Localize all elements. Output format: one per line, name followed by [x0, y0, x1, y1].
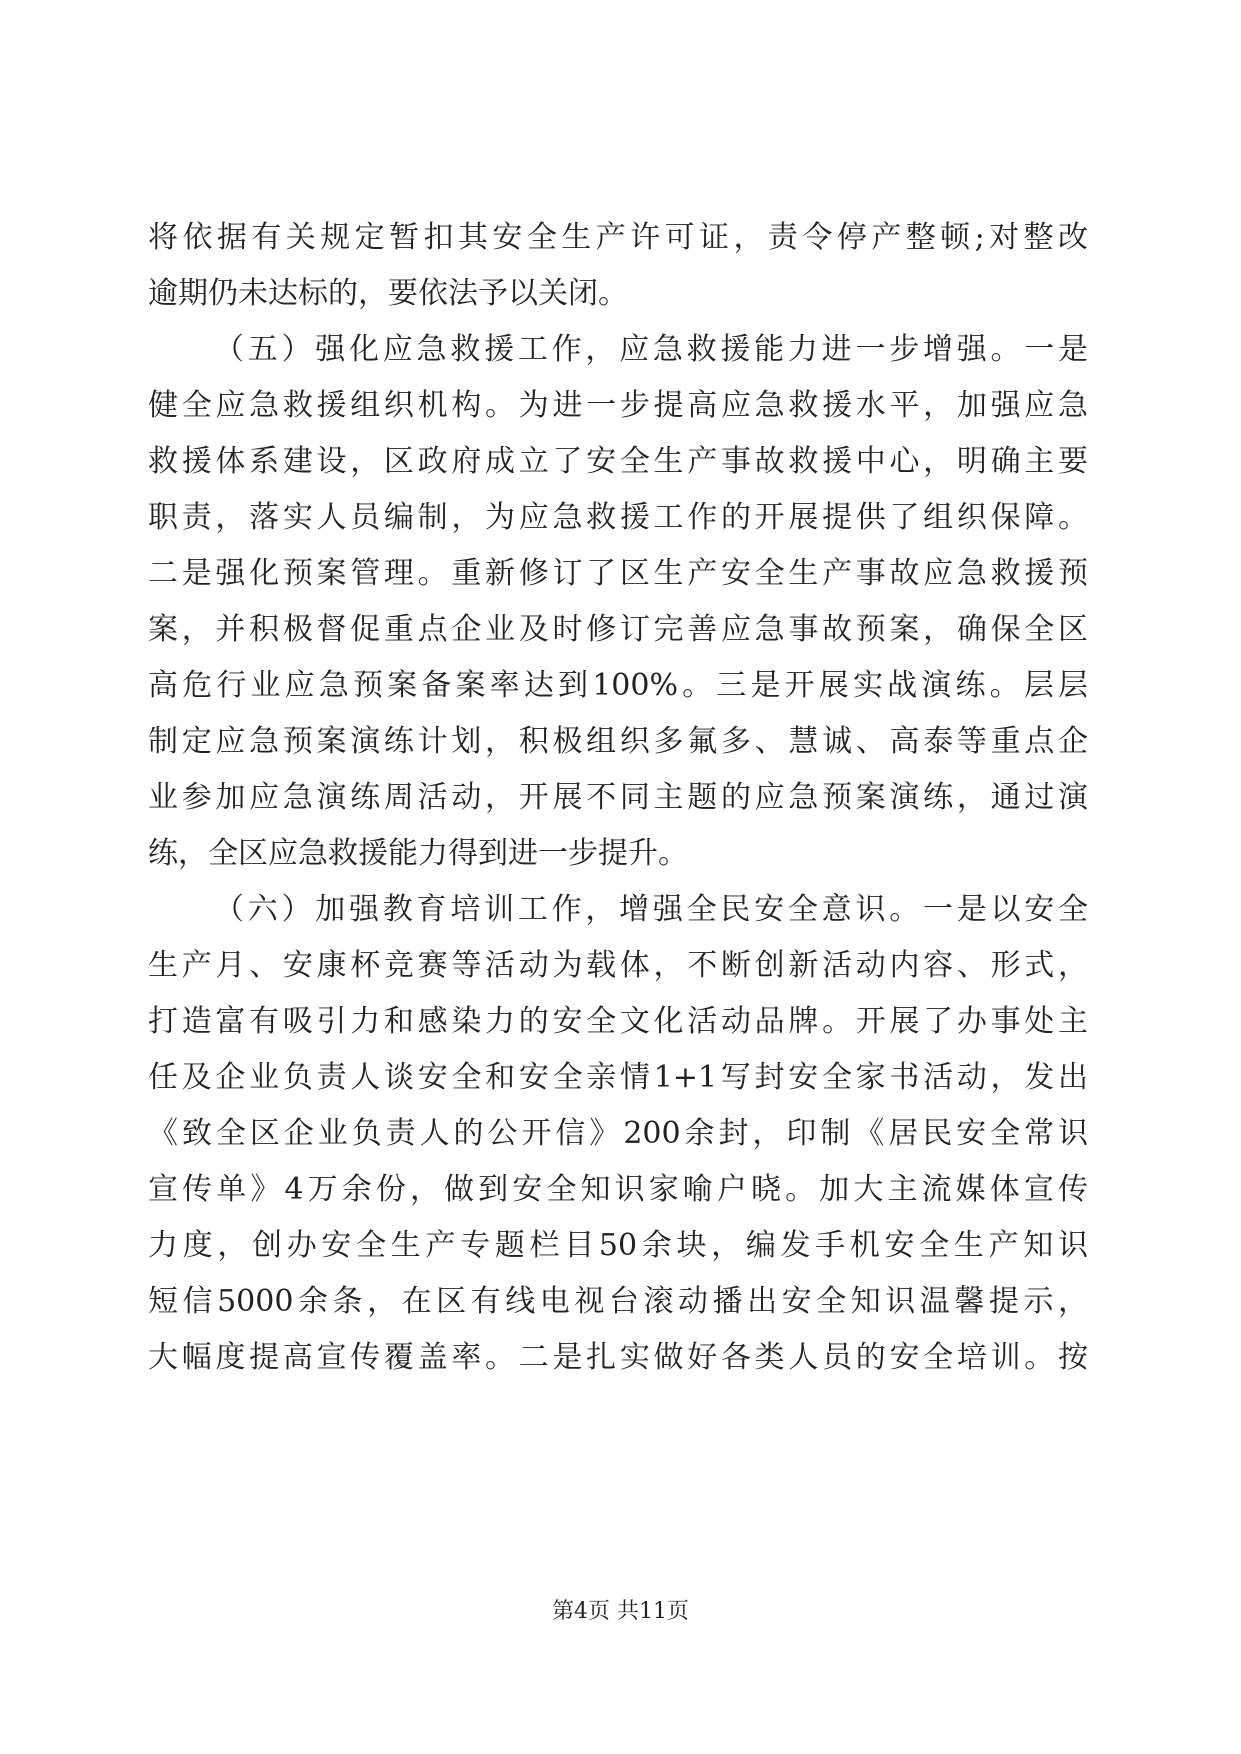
- text-line: 短信5000余条，在区有线电视台滚动播出安全知识温馨提示，: [148, 1284, 1088, 1319]
- text-line: 生产月、安康杯竞赛等活动为载体，不断创新活动内容、形式，: [148, 948, 1088, 983]
- page-number-footer: 第4页 共11页: [552, 1599, 689, 1624]
- text-line: 案，并积极督促重点企业及时修订完善应急事故预案，确保全区: [148, 612, 1088, 647]
- text-line: 任及企业负责人谈安全和安全亲情1+1写封安全家书活动，发出: [148, 1060, 1088, 1095]
- text-line: 健全应急救援组织机构。为进一步提高应急救援水平，加强应急: [148, 388, 1088, 423]
- text-line: （六）加强教育培训工作，增强全民安全意识。一是以安全: [214, 892, 1088, 927]
- text-line: （五）强化应急救援工作，应急救援能力进一步增强。一是: [214, 332, 1088, 367]
- text-line: 力度，创办安全生产专题栏目50余块，编发手机安全生产知识: [148, 1228, 1088, 1263]
- text-line: 《致全区企业负责人的公开信》200余封，印制《居民安全常识: [148, 1116, 1088, 1151]
- text-line: 救援体系建设，区政府成立了安全生产事故救援中心，明确主要: [148, 444, 1088, 479]
- body-text: [148, 210, 1088, 1386]
- text-line: 二是强化预案管理。重新修订了区生产安全生产事故应急救援预: [148, 556, 1088, 591]
- text-line: 业参加应急演练周活动，开展不同主题的应急预案演练，通过演: [148, 780, 1088, 815]
- text-line: 将依据有关规定暂扣其安全生产许可证，责令停产整顿;对整改: [148, 220, 1088, 255]
- text-line: 职责，落实人员编制，为应急救援工作的开展提供了组织保障。: [148, 500, 1088, 535]
- text-line: 逾期仍未达标的，要依法予以关闭。: [148, 276, 628, 311]
- text-line: 练，全区应急救援能力得到进一步提升。: [148, 836, 688, 871]
- text-line: 宣传单》4万余份，做到安全知识家喻户晓。加大主流媒体宣传: [148, 1172, 1088, 1207]
- text-line: 制定应急预案演练计划，积极组织多氟多、慧诚、高泰等重点企: [148, 724, 1088, 759]
- text-line: 高危行业应急预案备案率达到100%。三是开展实战演练。层层: [148, 668, 1088, 703]
- text-line: 大幅度提高宣传覆盖率。二是扎实做好各类人员的安全培训。按: [148, 1340, 1088, 1375]
- text-line: 打造富有吸引力和感染力的安全文化活动品牌。开展了办事处主: [148, 1004, 1088, 1039]
